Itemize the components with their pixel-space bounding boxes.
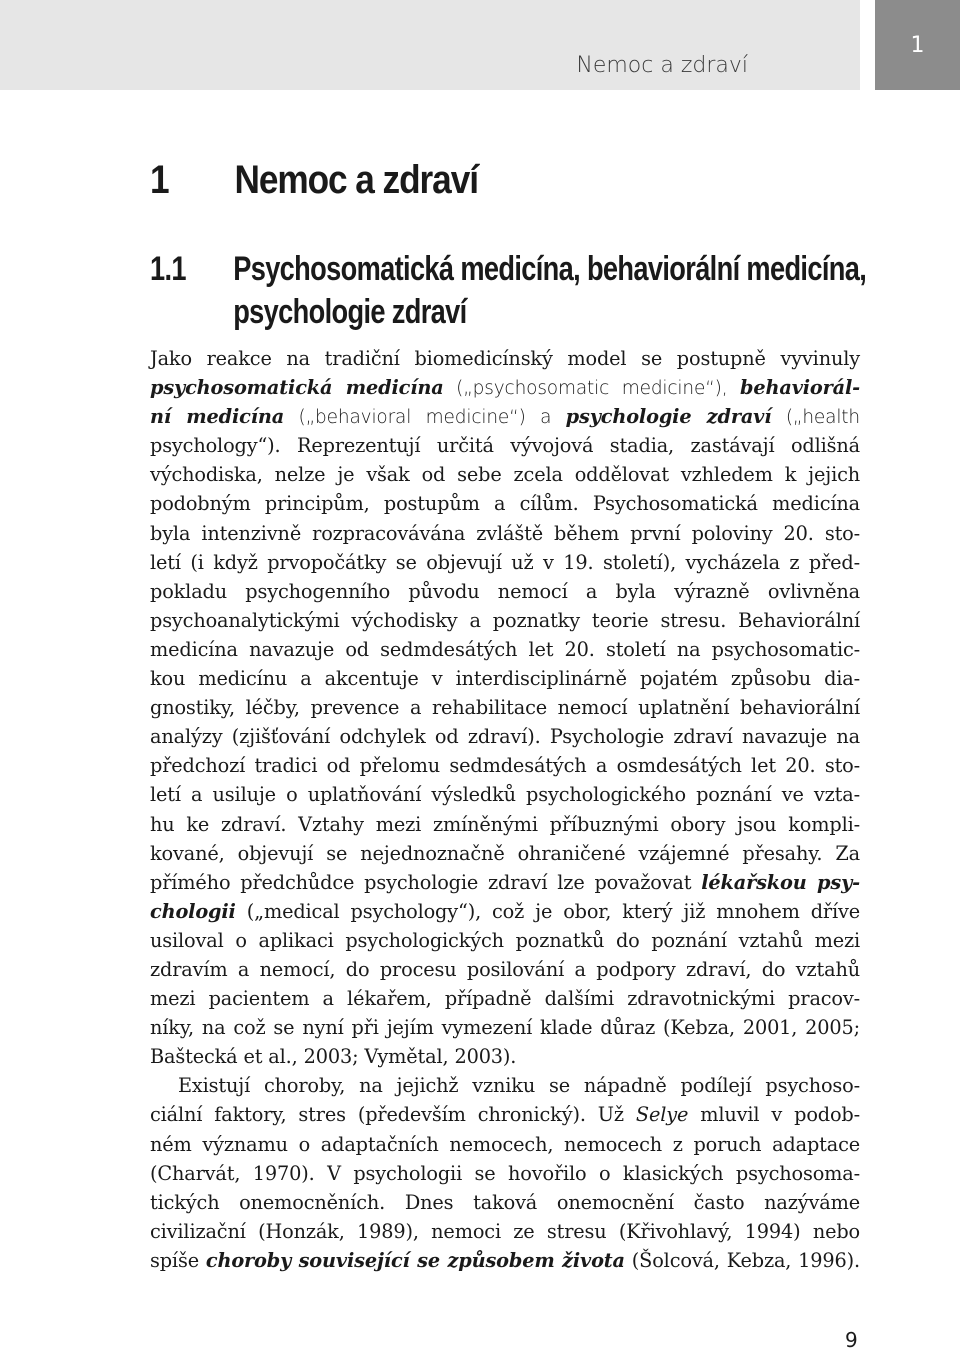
chapter-tab: 1 xyxy=(875,0,960,90)
text-line: byla intenzivně rozpracovávána zvláště během první poloviny 20. sto- xyxy=(150,521,860,545)
text-line: kou medicínu a akcentuje v interdisciplinárně pojatém způsobu dia- xyxy=(150,667,860,691)
name-selye: Selye xyxy=(635,1103,689,1127)
text-line: mezi pacientem a lékařem, případně dalšími zdravotnickými pracov- xyxy=(150,987,860,1011)
text-line: psychology“). Reprezentují určitá vývojová stadia, zastávají odlišná xyxy=(150,434,860,458)
text-line: Baštecká et al., 2003; Vymětal, 2003). xyxy=(150,1045,517,1069)
term-behavioral-medicine: behaviorál- xyxy=(740,376,861,400)
paragraph-2 xyxy=(150,1071,860,1275)
running-header-band xyxy=(0,0,860,90)
chapter-heading xyxy=(150,156,478,204)
term-lifestyle-diseases: choroby související se způsobem života xyxy=(205,1248,625,1272)
text-line: přímého předchůdce psychologie zdraví lze považovat lékařskou psy- xyxy=(150,870,860,894)
term-health-psychology: psychologie zdraví xyxy=(565,405,772,429)
text-line: pokladu psychogenního původu nemocí a byla výrazně ovlivněna xyxy=(150,579,860,603)
text-line: východiska, nelze je však od sebe zcela oddělovat vzhledem k jejich xyxy=(150,463,860,487)
text-line: Existují choroby, na jejichž vzniku se nápadně podílejí psychoso- xyxy=(178,1074,860,1098)
text-line: psychosomatická medicína („psychosomatic medicine“), behaviorál- xyxy=(150,376,861,400)
text-line: chologii („medical psychology“), což je obor, který již mnohem dříve xyxy=(150,899,860,923)
text-line: ciální faktory, stres (především chronický). Už Selye mluvil v podob- xyxy=(150,1103,860,1127)
paragraph-1 xyxy=(150,344,860,1071)
text-line: usiloval o aplikaci psychologických poznatků do poznání vztahů mezi xyxy=(150,928,860,952)
section-title-line-2: psychologie zdraví xyxy=(233,293,467,331)
text-line: zdravím a nemocí, do procesu posilování a podpory zdraví, do vztahů xyxy=(150,957,860,981)
text-line: níky, na což se nyní při jejím vymezení klade důraz (Kebza, 2001, 2005; xyxy=(150,1016,860,1040)
text-line: tických onemocněních. Dnes taková onemocnění často nazýváme xyxy=(150,1190,860,1214)
chapter-number: 1 xyxy=(150,158,169,202)
text-line: analýzy (zjišťování odchylek od zdraví). Psychologie zdraví navazuje na xyxy=(150,725,860,749)
text-line: letí a usiluje o uplatňování výsledků psychologického poznání ve vzta- xyxy=(150,783,860,807)
text-line: gnostiky, léčby, prevence a rehabilitace nemocí uplatnění behaviorální xyxy=(150,696,860,720)
text-line: podobným principům, postupům a cílům. Psychosomatická medicína xyxy=(150,492,860,516)
text-line: ném významu o adaptačních nemocech, nemocech z poruch adaptace xyxy=(150,1132,860,1156)
text-line: kované, objevují se nejednoznačně ohraničené vzájemné přesahy. Za xyxy=(150,841,860,865)
text-line: psychoanalytickými východisky a poznatky teorie stresu. Behaviorální xyxy=(150,608,860,632)
text-line: letí (i když prvopočátky se objevují už v 19. století), vycházela z před- xyxy=(150,550,860,574)
chapter-title: Nemoc a zdraví xyxy=(234,158,478,202)
text-line: (Charvát, 1970). V psychologii se hovořilo o klasických psychosoma- xyxy=(150,1161,860,1185)
term-medical-psychology: lékařskou psy- xyxy=(701,870,860,894)
section-number: 1.1 xyxy=(150,250,186,288)
body-text xyxy=(150,344,860,1275)
text-line: hu ke zdraví. Vztahy mezi zmíněnými příbuznými obory jsou kompli- xyxy=(150,812,860,836)
text-line: spíše choroby související se způsobem života (Šolcová, Kebza, 1996). xyxy=(150,1248,860,1272)
page-number: 9 xyxy=(845,1328,858,1352)
section-title-line-1: Psychosomatická medicína, behaviorální medicína, xyxy=(233,250,867,288)
text-line: ní medicína („behavioral medicine“) a psychologie zdraví („health xyxy=(150,405,860,429)
text-line: Jako reakce na tradiční biomedicínský model se postupně vyvinuly xyxy=(150,347,860,370)
text-line: medicína navazuje od sedmdesátých let 20. století na psychosomatic- xyxy=(150,637,860,661)
running-header-title: Nemoc a zdraví xyxy=(576,53,748,78)
text-line: civilizační (Honzák, 1989), nemoci ze stresu (Křivohlavý, 1994) nebo xyxy=(150,1219,860,1243)
text-line: předchozí tradici od přelomu sedmdesátých a osmdesátých let 20. sto- xyxy=(150,754,860,778)
term-psychosomatic-medicine: psychosomatická medicína xyxy=(150,376,444,400)
section-heading xyxy=(150,248,866,334)
